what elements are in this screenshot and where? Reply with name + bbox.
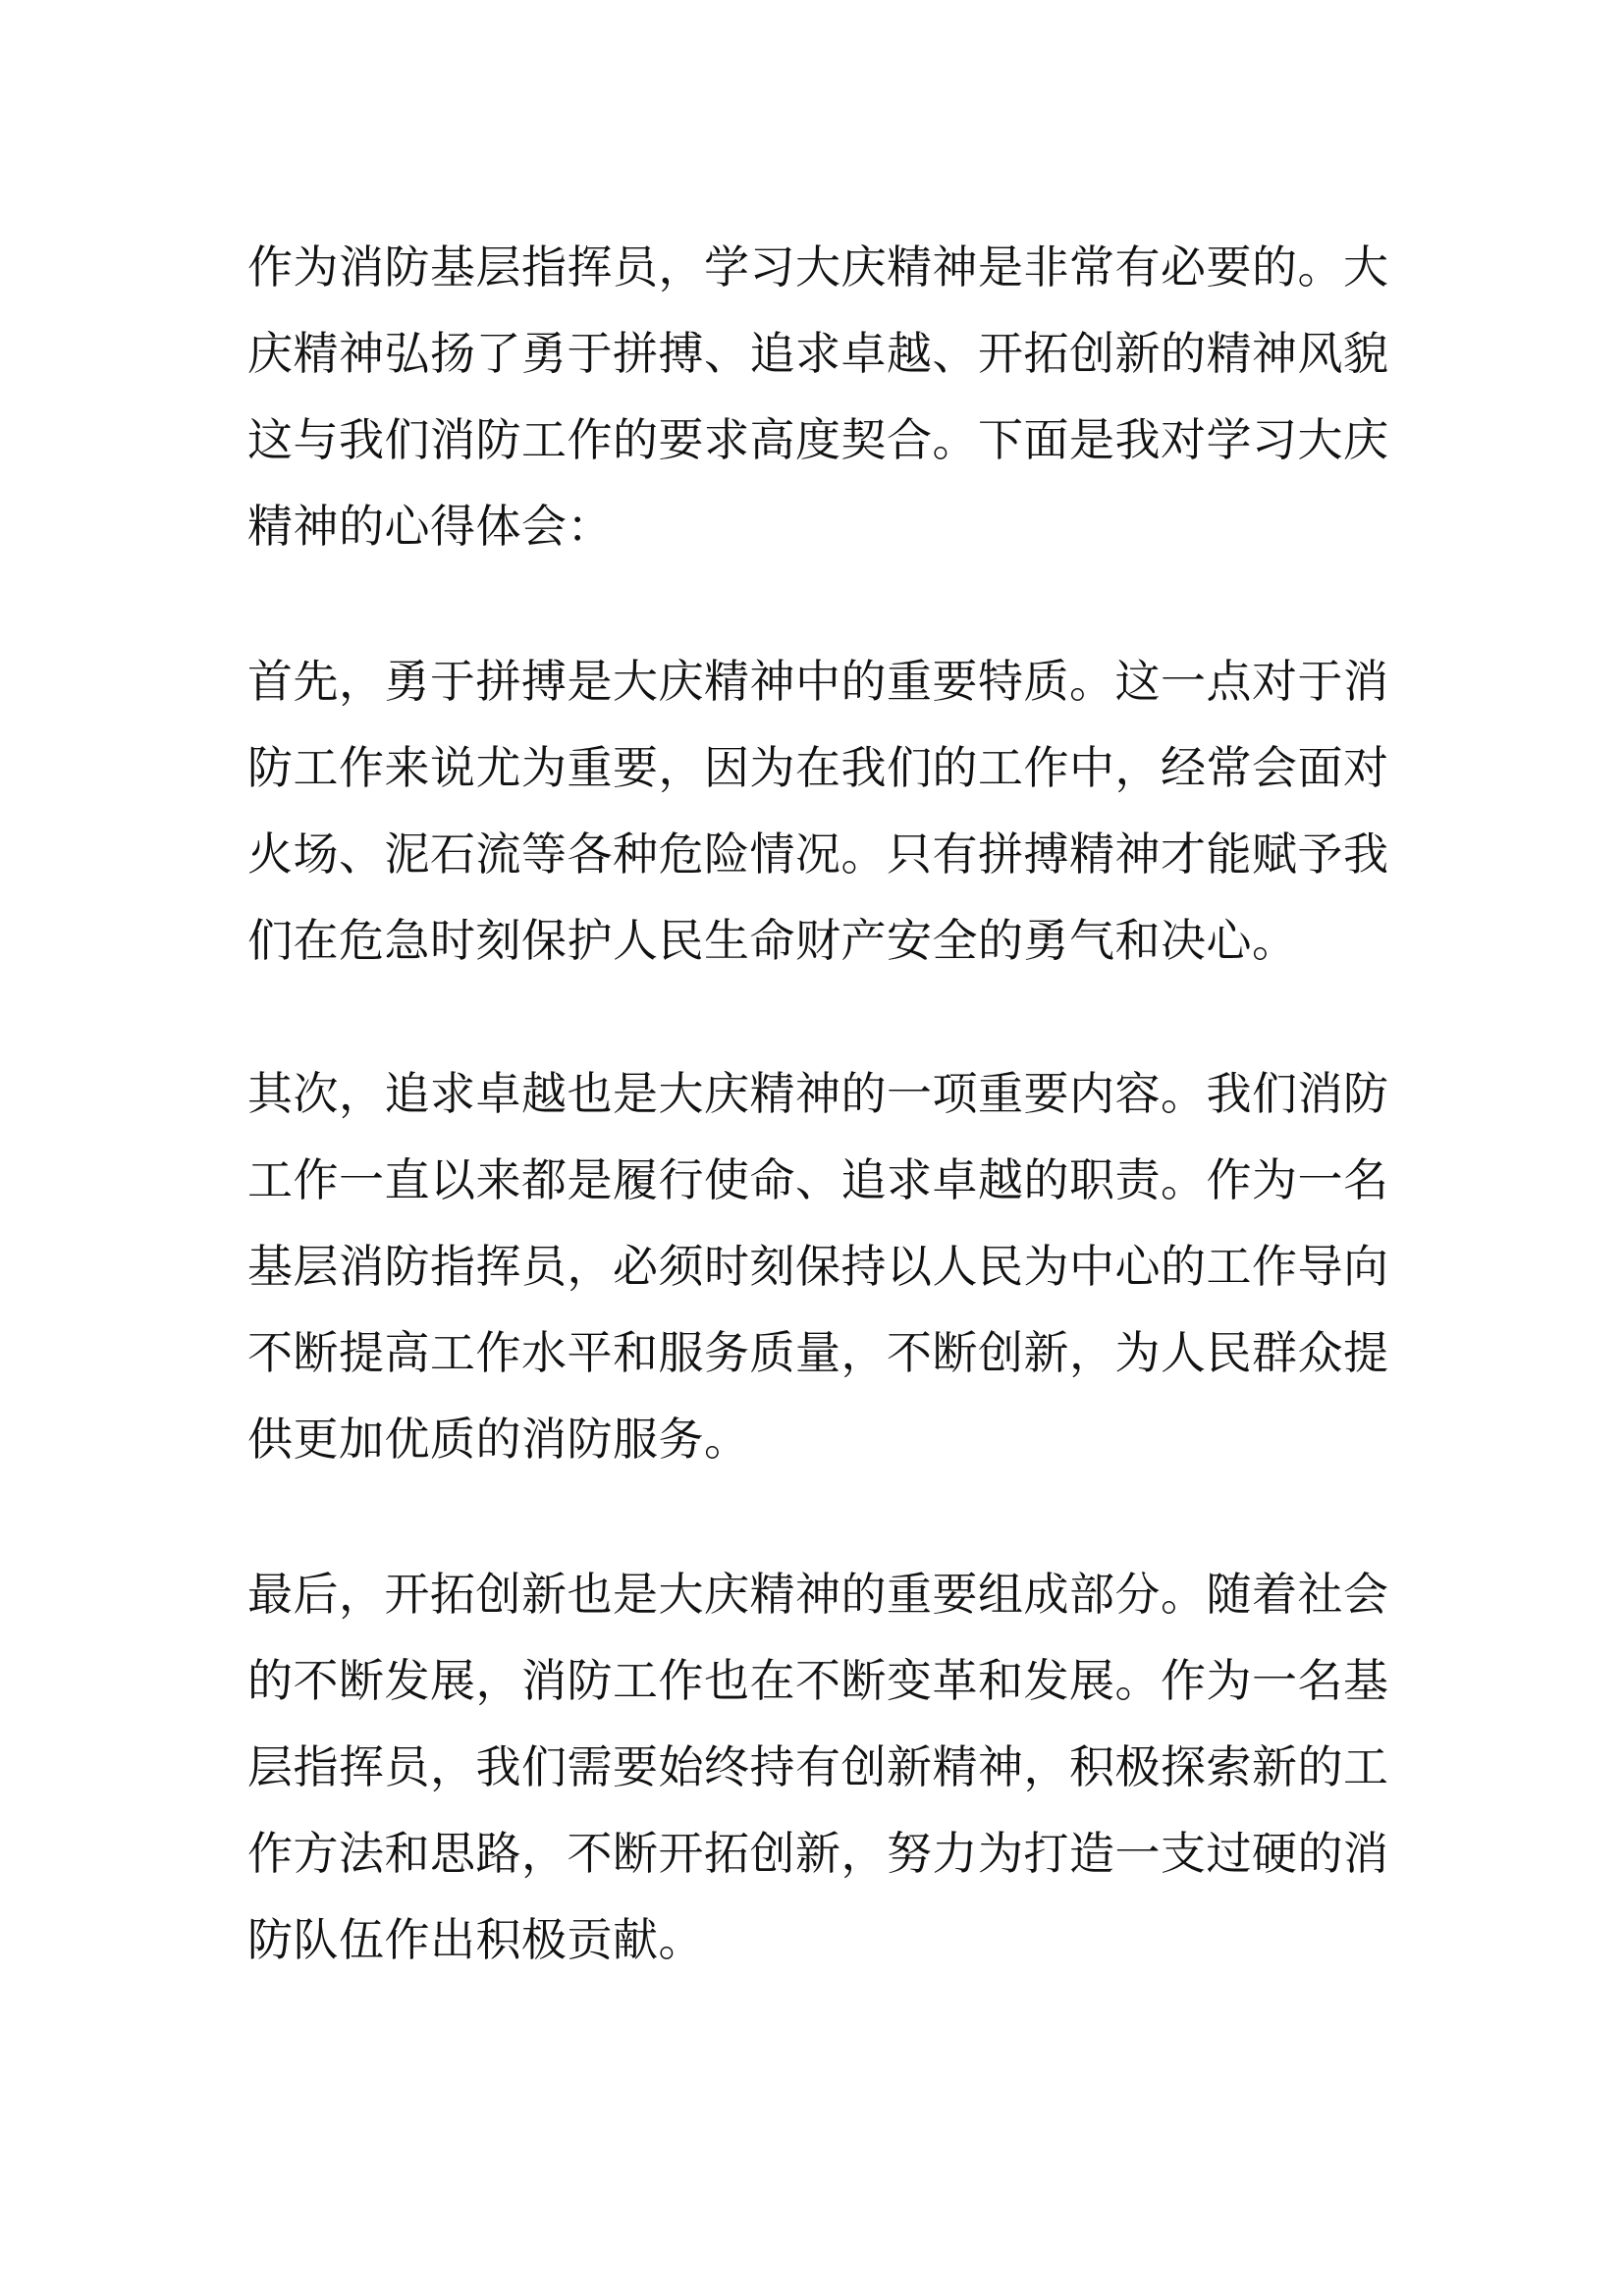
paragraph-first: [247, 638, 1389, 984]
text-line: 不断提高工作水平和服务质量，不断创新，为人民群众提: [247, 1326, 1389, 1379]
text-line: 其次，追求卓越也是大庆精神的一项重要内容。我们消防: [247, 1067, 1389, 1120]
text-line: 作为消防基层指挥员，学习大庆精神是非常有必要的。大: [247, 240, 1389, 294]
text-line: 基层消防指挥员，必须时刻保持以人民为中心的工作导向: [247, 1240, 1389, 1293]
text-line: 作方法和思路，不断开拓创新，努力为打造一支过硬的消: [247, 1827, 1389, 1880]
text-line: 供更加优质的消防服务。: [247, 1413, 750, 1466]
text-line: 的不断发展，消防工作也在不断变革和发展。作为一名基: [247, 1654, 1389, 1707]
paragraph-second: [247, 1050, 1389, 1482]
text-line: 最后，开拓创新也是大庆精神的重要组成部分。随着社会: [247, 1568, 1389, 1621]
text-line: 层指挥员，我们需要始终持有创新精神，积极探索新的工: [247, 1740, 1389, 1793]
paragraph-last: [247, 1551, 1389, 1983]
text-line: 防工作来说尤为重要，因为在我们的工作中，经常会面对: [247, 741, 1389, 794]
paragraph-intro: [247, 224, 1389, 569]
text-line: 们在危急时刻保护人民生命财产安全的勇气和决心。: [247, 914, 1298, 967]
text-line: 首先，勇于拼搏是大庆精神中的重要特质。这一点对于消: [247, 655, 1389, 708]
text-line: 精神的心得体会：: [247, 500, 613, 553]
text-line: 庆精神弘扬了勇于拼搏、追求卓越、开拓创新的精神风貌: [247, 327, 1389, 380]
text-line: 工作一直以来都是履行使命、追求卓越的职责。作为一名: [247, 1153, 1389, 1206]
text-line: 这与我们消防工作的要求高度契合。下面是我对学习大庆: [247, 413, 1389, 466]
text-line: 防队伍作出积极贡献。: [247, 1913, 704, 1966]
text-line: 火场、泥石流等各种危险情况。只有拼搏精神才能赋予我: [247, 828, 1389, 881]
